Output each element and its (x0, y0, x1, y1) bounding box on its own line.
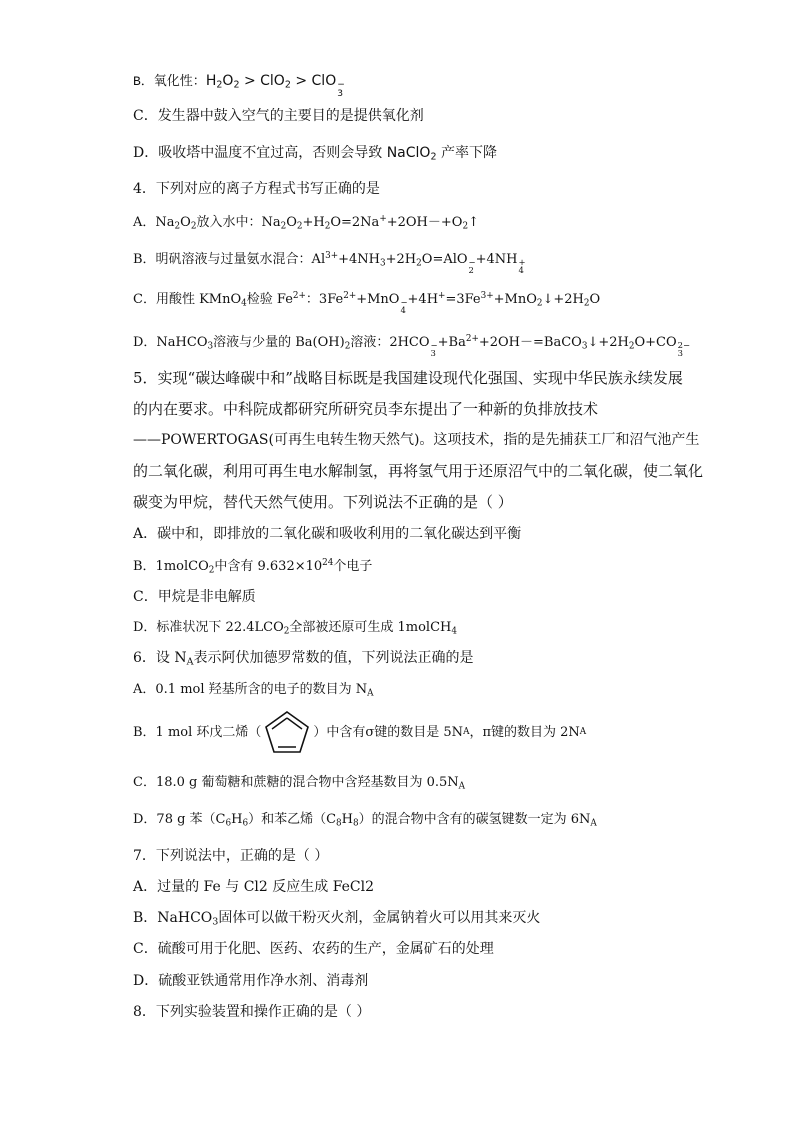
subscript: 2 (416, 258, 422, 269)
text: 8．下列实验装置和操作正确的是（ ） (133, 1004, 371, 1020)
superscript: + (438, 291, 446, 301)
text: ↓+2H (542, 291, 584, 307)
question-5-option-b (133, 559, 372, 575)
subscript: 4 (451, 626, 457, 637)
text: O (286, 214, 297, 230)
superscript: − (430, 339, 438, 350)
superscript: 3+ (480, 291, 494, 301)
text: 溶液：2HCO (350, 334, 430, 350)
text: 6．设 N (133, 650, 187, 666)
text: 的二氧化碳，利用可再生电水解制氢，再将氢气用于还原沼气中的二氧化碳，使二氧化 (133, 462, 704, 480)
subscript: 4 (241, 298, 247, 309)
question-5-stem-line-4 (133, 464, 703, 479)
superscript: 2+ (292, 291, 306, 301)
text: C．18.0 g 葡萄糖和蔗糖的混合物中含羟基数目为 0.5N (133, 775, 459, 790)
subscript: 6 (242, 818, 249, 829)
subscript: 2 (216, 79, 223, 91)
subscript: 2 (283, 626, 290, 637)
subscript: 3 (207, 341, 214, 352)
question-4-option-b (133, 252, 526, 274)
text: 4．下列对应的离子方程式书写正确的是 (133, 181, 380, 197)
question-6-option-c (133, 776, 465, 791)
operator: > (290, 73, 312, 89)
question-7-option-d (133, 974, 368, 988)
text: A．过量的 Fe 与 Cl2 反应生成 FeCl2 (133, 879, 375, 895)
text: ）和苯乙烯（C (248, 812, 337, 827)
subscript: 8 (353, 818, 359, 829)
text: 检验 Fe (246, 291, 293, 307)
text: 的内在要求。中科院成都研究所研究员李东提出了一种新的负排放技术 (133, 400, 599, 418)
question-5-stem-line-2 (133, 402, 598, 417)
subscript: A (458, 781, 466, 792)
question-7-stem (133, 849, 328, 863)
subscript: 8 (336, 818, 342, 829)
text: B．明矾溶液与过量氨水混合：Al (133, 251, 326, 267)
text: ）的混合物中含有的碳氢键数一定为 6N (358, 812, 591, 827)
text: 中含有 9.632×10 (214, 558, 323, 574)
text: ）中含有σ键的数目是 5N (313, 724, 464, 740)
formula: ClO (260, 73, 285, 89)
question-5-stem-line-5 (133, 495, 513, 510)
subscript: 2 (462, 221, 469, 232)
question-5-option-a (133, 527, 521, 541)
text: 放入水中：Na (196, 214, 281, 230)
text: A．Na (133, 214, 175, 230)
formula: O (222, 73, 234, 89)
subscript: 2 (344, 341, 351, 352)
question-7-option-c (133, 942, 494, 956)
subscript: 2 (583, 298, 590, 309)
subscript: 3 (581, 341, 588, 352)
question-6-option-b (133, 708, 586, 756)
superscript: 2− (677, 339, 691, 350)
text: =3Fe (445, 291, 481, 307)
subscript: 4 (518, 264, 524, 275)
subscript: 2 (233, 79, 240, 91)
question-6-option-d (133, 813, 597, 828)
text: 溶液与少量的 Ba(OH) (213, 334, 345, 350)
text: O+CO (634, 334, 677, 350)
subscript: 6 (225, 818, 232, 829)
superscript: − (468, 256, 476, 267)
text: ：3Fe (305, 291, 344, 307)
subscript: 3 (380, 258, 386, 269)
text: B．1molCO (133, 558, 209, 574)
text: C．甲烷是非电解质 (133, 589, 256, 605)
question-5-stem-line-1 (133, 371, 683, 386)
text: +4NH (475, 251, 518, 267)
subscript: 4 (400, 304, 406, 315)
question-7-option-b (133, 911, 540, 927)
text: D．78 g 苯（C (133, 812, 226, 827)
text: B．氧化性： (133, 74, 206, 89)
text: D．标准状况下 22.4LCO (133, 620, 284, 635)
subscript: A (579, 726, 587, 737)
text: H (341, 812, 354, 827)
subscript: 3 (212, 916, 219, 928)
subscript: 2 (190, 221, 197, 232)
subscript: 2 (208, 565, 215, 576)
text: 表示阿伏加德罗常数的值，下列说法正确的是 (193, 650, 474, 666)
subscript: A (590, 818, 597, 829)
text: +H (302, 214, 325, 230)
text: ，π键的数目为 2N (469, 724, 580, 740)
cyclopentadiene-structure-icon (263, 709, 311, 755)
question-5-stem-line-3 (133, 433, 699, 447)
text: +Ba (437, 334, 466, 350)
text: O=2Na (330, 214, 380, 230)
text: +4H (407, 291, 439, 307)
text: +2OH－=BaCO (478, 334, 582, 350)
text: +4NH (338, 251, 381, 267)
question-6-stem (133, 651, 473, 667)
text: 全部被还原可生成 1molCH (289, 620, 452, 635)
text: ↑ (468, 214, 479, 230)
subscript: 3 (677, 347, 683, 358)
formula: ClO (311, 73, 337, 89)
superscript: − (337, 80, 345, 91)
text: A．0.1 mol 羟基所含的电子的数目为 N (133, 682, 368, 697)
question-4-stem (133, 182, 380, 196)
text: 产率下降 (436, 145, 497, 161)
text: O (180, 214, 191, 230)
superscript: 2+ (343, 291, 357, 301)
subscript: A (367, 688, 374, 699)
subscript: 2 (536, 298, 543, 309)
text: H (231, 812, 243, 827)
text: ——POWERTOGAS(可再生电转生物天然气)。这项技术，指的是先捕获工厂和沼气池产生 (133, 432, 700, 448)
subscript: 3 (337, 88, 344, 99)
subscript: A (186, 656, 194, 668)
text: 5．实现“碳达峰碳中和”战略目标既是我国建设现代化强国、实现中华民族永续发展 (133, 369, 683, 387)
subscript: 2 (280, 221, 287, 232)
text: C．硫酸可用于化肥、医药、农药的生产，金属矿石的处理 (133, 941, 494, 957)
subscript: 2 (296, 221, 303, 232)
subscript: 2 (284, 79, 291, 91)
superscript: + (518, 256, 526, 267)
subscript: 2 (324, 221, 331, 232)
option-b-oxidizing-order (133, 74, 345, 99)
question-7-option-a (133, 880, 374, 894)
text: +2H (385, 251, 417, 267)
text: 固体可以做干粉灭火剂，金属钠着火可以用其来灭火 (218, 910, 541, 926)
text: O (589, 291, 601, 307)
question-4-option-c (133, 292, 600, 314)
text: D．硫酸亚铁通常用作净水剂、消毒剂 (133, 973, 369, 989)
question-5-option-d (133, 621, 457, 636)
option-c-air-purpose (133, 109, 424, 123)
superscript: 2+ (465, 334, 479, 344)
text: +MnO (493, 291, 537, 307)
formula: NaClO (386, 145, 431, 161)
superscript: − (400, 296, 408, 307)
question-8-stem (133, 1005, 370, 1019)
operator: > (239, 73, 261, 89)
question-6-option-a (133, 683, 374, 698)
subscript: 2 (628, 341, 635, 352)
question-4-option-d (133, 335, 690, 357)
text: 个电子 (333, 558, 373, 574)
question-4-option-a (133, 215, 479, 231)
text: +MnO (356, 291, 400, 307)
superscript: 3+ (325, 251, 339, 261)
text: 碳变为甲烷，替代天然气使用。下列说法不正确的是（ ） (133, 493, 513, 511)
text: C．用酸性 KMnO (133, 291, 242, 307)
text: B．1 mol 环戊二烯（ (133, 724, 262, 740)
formula: H (205, 73, 217, 89)
text: O=AlO (421, 251, 468, 267)
subscript: A (463, 726, 470, 737)
superscript: 24 (322, 558, 334, 568)
text: B．NaHCO (133, 910, 213, 926)
superscript: + (379, 214, 387, 224)
subscript: 2 (468, 264, 474, 275)
text: D．NaHCO (133, 334, 208, 350)
subscript: 2 (430, 151, 437, 163)
subscript: 3 (430, 347, 436, 358)
text: +2OH－+O (386, 214, 463, 230)
text: 7．下列说法中，正确的是（ ） (133, 848, 329, 864)
text: A．碳中和，即排放的二氧化碳和吸收利用的二氧化碳达到平衡 (133, 526, 522, 542)
option-d-temperature (133, 146, 497, 162)
text: D．吸收塔中温度不宜过高，否则会导致 (133, 145, 387, 161)
question-5-option-c (133, 590, 256, 604)
text: C．发生器中鼓入空气的主要目的是提供氧化剂 (133, 108, 424, 124)
subscript: 2 (174, 221, 181, 232)
text: ↓+2H (587, 334, 629, 350)
